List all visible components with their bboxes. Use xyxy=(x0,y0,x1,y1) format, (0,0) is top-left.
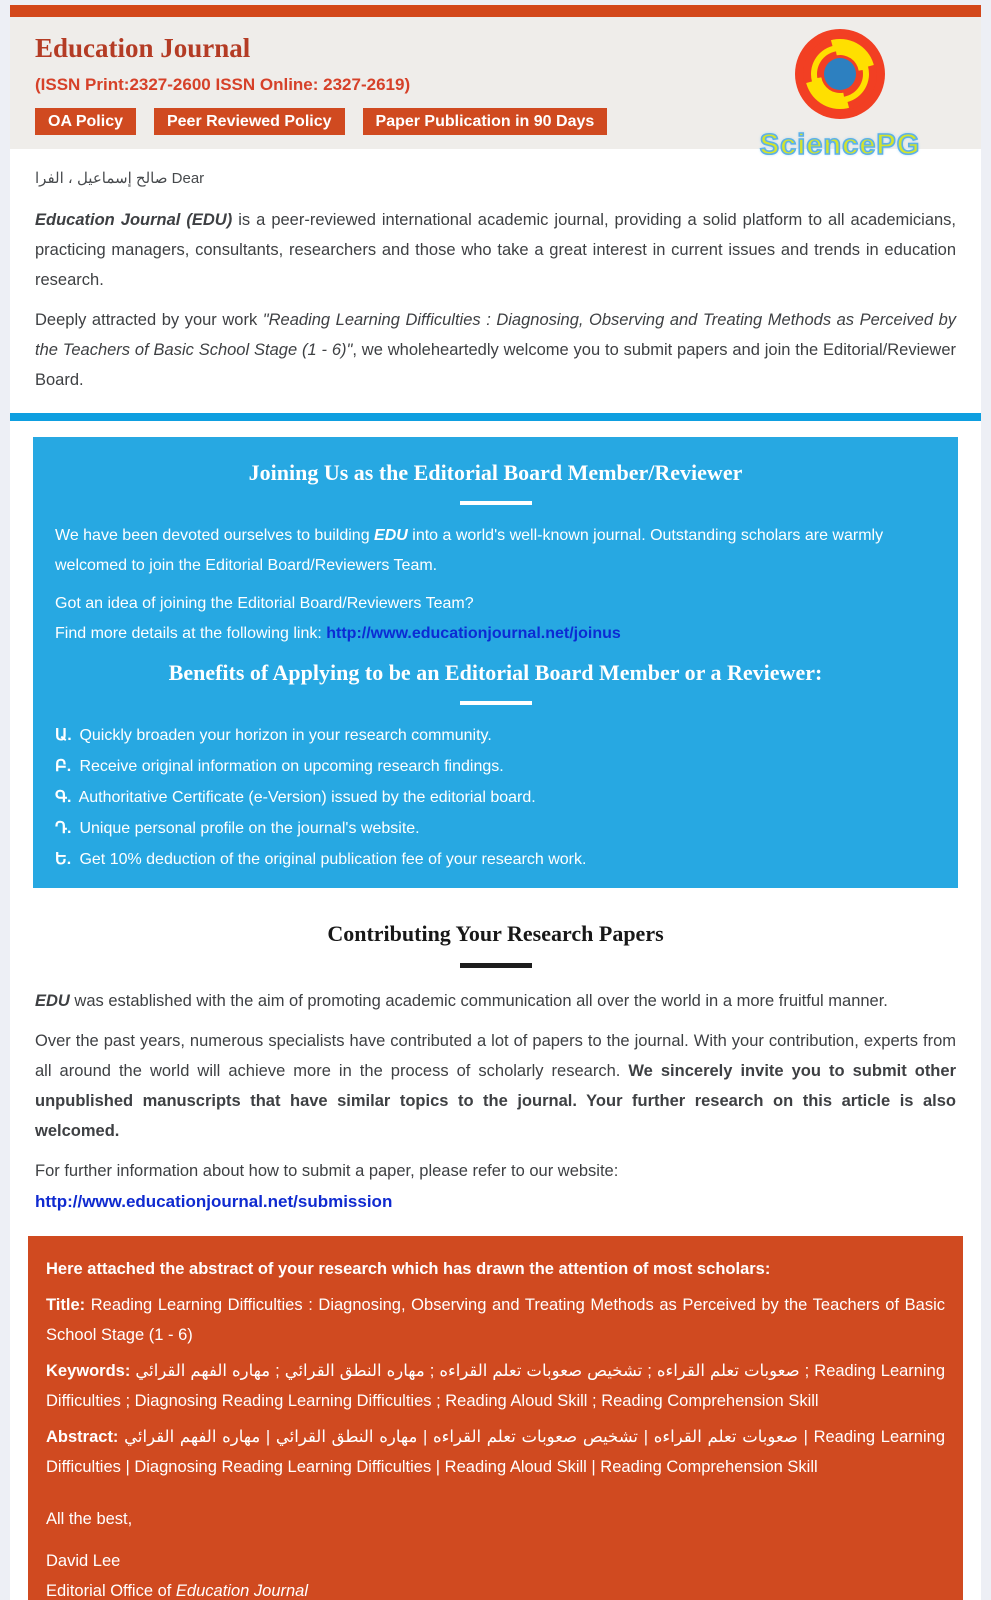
sciencepg-logo xyxy=(735,29,945,162)
text-segment: Education Journal xyxy=(175,1582,309,1600)
white-divider xyxy=(460,501,532,505)
keywords-value: صعوبات تعلم القراءه ; تشخيص صعوبات تعلم القراءه ; مهاره النطق القرائي ; مهاره الفهم القرائي ; Reading Learning Difficulties ; Diagnosing Reading Learning Difficulties ; Reading Aloud Skill ; Reading Comprehension Skill xyxy=(46,1362,945,1410)
benefit-item xyxy=(55,845,936,875)
benefits-list xyxy=(55,721,936,875)
text-segment: Editorial Office of xyxy=(46,1582,176,1600)
joining-us-box xyxy=(33,437,958,888)
oa-policy-button[interactable]: OA Policy xyxy=(35,108,136,135)
issn-line: (ISSN Print:2327-2600 ISSN Online: 2327-2619) xyxy=(35,75,411,94)
journal-title: Education Journal xyxy=(35,33,251,63)
spacer xyxy=(10,421,981,437)
text-segment: into a world's well-known journal. Outstanding scholars are warmly welcomed to join the Editorial Board/Reviewers Team. xyxy=(55,527,884,574)
letter-body xyxy=(10,149,981,413)
title-value: Reading Learning Difficulties : Diagnosing, Observing and Treating Methods as Perceived by the Teachers of Basic School Stage (1 - 6) xyxy=(46,1296,945,1344)
closing-line: All the best, xyxy=(46,1510,133,1528)
joining-paragraph-3 xyxy=(55,619,936,649)
benefit-marker: Բ. xyxy=(55,758,72,775)
contributing-title: Contributing Your Research Papers xyxy=(327,921,664,946)
blue-section-wrapper xyxy=(10,437,981,906)
logo-blue-center xyxy=(824,58,856,90)
contributing-paragraph-2 xyxy=(35,1026,956,1146)
signature-office xyxy=(46,1576,945,1600)
keywords-line xyxy=(46,1356,945,1416)
contributing-paragraph-3: For further information about how to submit a paper, please refer to our website: xyxy=(35,1162,619,1180)
benefit-text: Quickly broaden your horizon in your research community. xyxy=(79,727,492,744)
white-divider xyxy=(460,701,532,705)
paper-title-line xyxy=(46,1290,945,1350)
text-segment: Find more details at the following link: xyxy=(55,625,327,642)
title-label: Title: xyxy=(46,1296,86,1314)
benefit-marker: Ե. xyxy=(55,851,72,868)
benefit-text: Authoritative Certificate (e-Version) issued by the editorial board. xyxy=(78,789,536,806)
abstract-section-wrapper xyxy=(10,1236,981,1600)
sciencepg-wordmark: SciencePG xyxy=(759,129,921,161)
abstract-box xyxy=(28,1236,963,1600)
intro-paragraph-1 xyxy=(35,205,956,295)
text-segment: EDU xyxy=(374,527,408,544)
abstract-value: صعوبات تعلم القراءه | تشخيص صعوبات تعلم القراءه | مهاره النطق القرائي | مهاره الفهم القرائي | Reading Learning Difficulties | Diagnosing Reading Learning Difficulties | Reading Aloud Skill | Reading Comprehension Skill xyxy=(46,1428,945,1476)
benefit-text: Receive original information on upcoming research findings. xyxy=(79,758,504,775)
peer-reviewed-policy-button[interactable]: Peer Reviewed Policy xyxy=(154,108,345,135)
benefit-item xyxy=(55,814,936,844)
text-segment: "Reading Learning Difficulties : Diagnosing, Observing and Treating Methods as Perceived by the Teachers of Basic School Stage (1 - 6)" xyxy=(35,311,956,359)
benefit-marker: Գ. xyxy=(55,789,72,806)
contributing-section xyxy=(10,906,981,1236)
black-divider xyxy=(460,963,532,968)
sciencepg-logo-icon xyxy=(795,29,885,119)
joining-us-title: Joining Us as the Editorial Board Member/Reviewer xyxy=(248,460,743,485)
blue-divider-bar xyxy=(10,413,981,421)
journal-header xyxy=(10,17,981,161)
joining-paragraph-2: Got an idea of joining the Editorial Board/Reviewers Team? xyxy=(55,595,474,612)
benefit-item xyxy=(55,721,936,751)
text-segment: was established with the aim of promoting academic communication all over the world in a more fruitful manner. xyxy=(69,992,888,1010)
text-segment: Deeply attracted by your work xyxy=(35,311,263,329)
text-segment: EDU xyxy=(35,992,70,1010)
benefit-marker: Դ. xyxy=(55,820,72,837)
keywords-label: Keywords: xyxy=(46,1362,131,1380)
text-segment: We sincerely invite you to submit other unpublished manuscripts that have similar topics to the journal. Your further research on this article is also welcomed. xyxy=(35,1062,956,1140)
benefit-item xyxy=(55,783,936,813)
benefit-item xyxy=(55,752,936,782)
text-segment: Education Journal (EDU) xyxy=(35,211,233,229)
content-column xyxy=(10,0,981,1600)
benefit-text: Get 10% deduction of the original publication fee of your research work. xyxy=(79,851,587,868)
abstract-line xyxy=(46,1422,945,1482)
inline-link[interactable]: http://www.educationjournal.net/joinus xyxy=(326,625,621,642)
benefit-text: Unique personal profile on the journal's website. xyxy=(79,820,420,837)
top-orange-bar xyxy=(10,5,981,17)
contributing-paragraph-1 xyxy=(35,986,956,1016)
paper-publication-button[interactable]: Paper Publication in 90 Days xyxy=(363,108,608,135)
greeting-line: Dear صالح إسماعيل ، الفرا xyxy=(35,170,205,187)
intro-paragraph-2 xyxy=(35,305,956,395)
text-segment: Over the past years, numerous specialists have contributed a lot of papers to the journal. With your contribution, experts from all around the world will achieve more in the process of scholarly research. xyxy=(35,1032,956,1080)
signature-name: David Lee xyxy=(46,1552,121,1570)
abstract-label: Abstract: xyxy=(46,1428,119,1446)
text-segment: is a peer-reviewed international academic journal, providing a solid platform to all academicians, practicing managers, consultants, researchers and those who take a great interest in current issues and trends in education research. xyxy=(35,211,957,289)
benefits-title: Benefits of Applying to be an Editorial Board Member or a Reviewer: xyxy=(168,660,823,685)
benefit-marker: Ա. xyxy=(55,727,72,744)
text-segment: , we wholeheartedly welcome you to submit papers and join the Editorial/Reviewer Board. xyxy=(35,341,957,389)
abstract-intro: Here attached the abstract of your research which has drawn the attention of most scholars: xyxy=(46,1260,771,1278)
text-segment: We have been devoted ourselves to building xyxy=(55,527,375,544)
submission-link[interactable]: http://www.educationjournal.net/submission xyxy=(35,1192,393,1211)
joining-paragraph-1 xyxy=(55,521,936,581)
